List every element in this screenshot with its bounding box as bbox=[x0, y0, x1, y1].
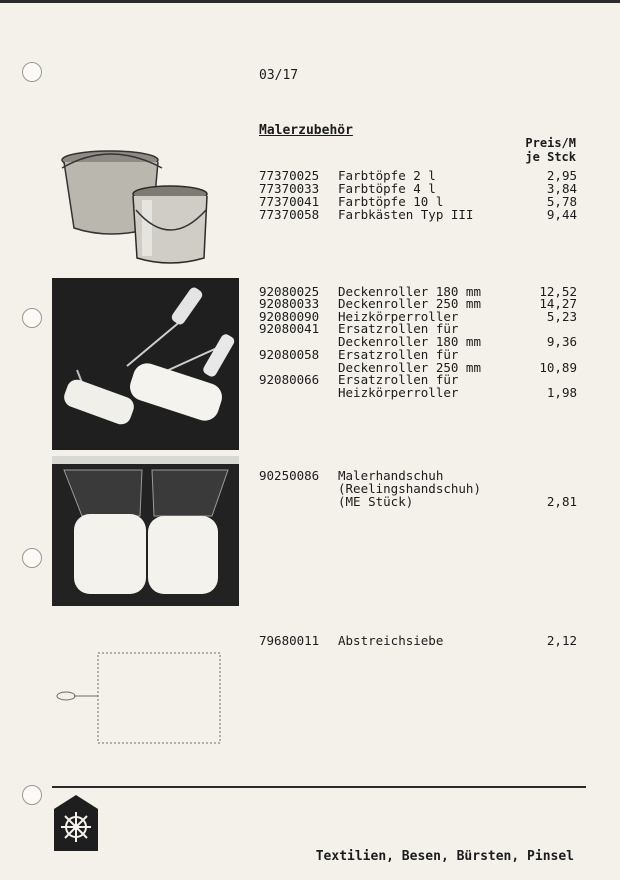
binder-hole bbox=[22, 548, 42, 568]
binder-hole bbox=[22, 308, 42, 328]
paint-rollers-photo bbox=[52, 278, 239, 450]
article-description: Farbtöpfe 2 l bbox=[338, 168, 436, 183]
article-price: 9,44 bbox=[546, 207, 577, 222]
article-description: Heizkörperroller bbox=[338, 385, 459, 400]
article-price: 2,81 bbox=[546, 494, 577, 509]
price-header-line1: Preis/M bbox=[525, 136, 576, 150]
article-price: 1,98 bbox=[546, 385, 577, 400]
strainer-grid-drawing bbox=[56, 650, 224, 746]
article-price: 10,89 bbox=[539, 360, 577, 375]
ship-wheel-logo-icon bbox=[54, 795, 98, 851]
article-number: 92080066 bbox=[259, 372, 320, 387]
price-header bbox=[525, 136, 576, 164]
article-description: Deckenroller 180 mm bbox=[338, 284, 481, 299]
article-price: 9,36 bbox=[546, 334, 577, 349]
price-header-line2: je Stck bbox=[525, 150, 576, 164]
article-number: 90250086 bbox=[259, 468, 320, 483]
article-number: 92080041 bbox=[259, 321, 320, 336]
article-number: 92080033 bbox=[259, 296, 320, 311]
article-number: 77370033 bbox=[259, 181, 320, 196]
article-description: Ersatzrollen für bbox=[338, 372, 459, 387]
article-number: 77370025 bbox=[259, 168, 320, 183]
article-number: 92080090 bbox=[259, 309, 320, 324]
article-number: 77370058 bbox=[259, 207, 320, 222]
article-description: Ersatzrollen für bbox=[338, 321, 459, 336]
article-description: Deckenroller 250 mm bbox=[338, 360, 481, 375]
article-description: Farbkästen Typ III bbox=[338, 207, 474, 222]
article-price: 2,12 bbox=[546, 633, 577, 648]
page-code: 03/17 bbox=[259, 68, 299, 83]
article-number: 92080058 bbox=[259, 347, 320, 362]
footer-rule bbox=[52, 786, 586, 788]
article-description: Farbtöpfe 10 l bbox=[338, 194, 444, 209]
article-description: Abstreichsiebe bbox=[338, 633, 444, 648]
article-description: Malerhandschuh bbox=[338, 468, 444, 483]
article-description: Deckenroller 250 mm bbox=[338, 296, 481, 311]
binder-hole bbox=[22, 62, 42, 82]
article-number: 79680011 bbox=[259, 633, 320, 648]
paint-buckets-photo bbox=[58, 140, 218, 270]
binder-hole bbox=[22, 785, 42, 805]
article-number: 92080025 bbox=[259, 284, 320, 299]
footer-category-text: Textilien, Besen, Bürsten, Pinsel bbox=[315, 849, 574, 864]
article-description: Heizkörperroller bbox=[338, 309, 459, 324]
section-title: Malerzubehör bbox=[259, 123, 353, 138]
article-price: 14,27 bbox=[539, 296, 577, 311]
article-price: 5,78 bbox=[546, 194, 577, 209]
article-price: 12,52 bbox=[539, 284, 577, 299]
article-price: 3,84 bbox=[546, 181, 577, 196]
article-price: 2,95 bbox=[546, 168, 577, 183]
article-description: Deckenroller 180 mm bbox=[338, 334, 481, 349]
painter-gloves-photo bbox=[52, 456, 239, 606]
article-description: Ersatzrollen für bbox=[338, 347, 459, 362]
article-description: Farbtöpfe 4 l bbox=[338, 181, 436, 196]
article-description: (ME Stück) bbox=[338, 494, 414, 509]
article-price: 5,23 bbox=[546, 309, 577, 324]
article-number: 77370041 bbox=[259, 194, 320, 209]
top-border bbox=[0, 0, 620, 3]
article-description: (Reelingshandschuh) bbox=[338, 481, 481, 496]
